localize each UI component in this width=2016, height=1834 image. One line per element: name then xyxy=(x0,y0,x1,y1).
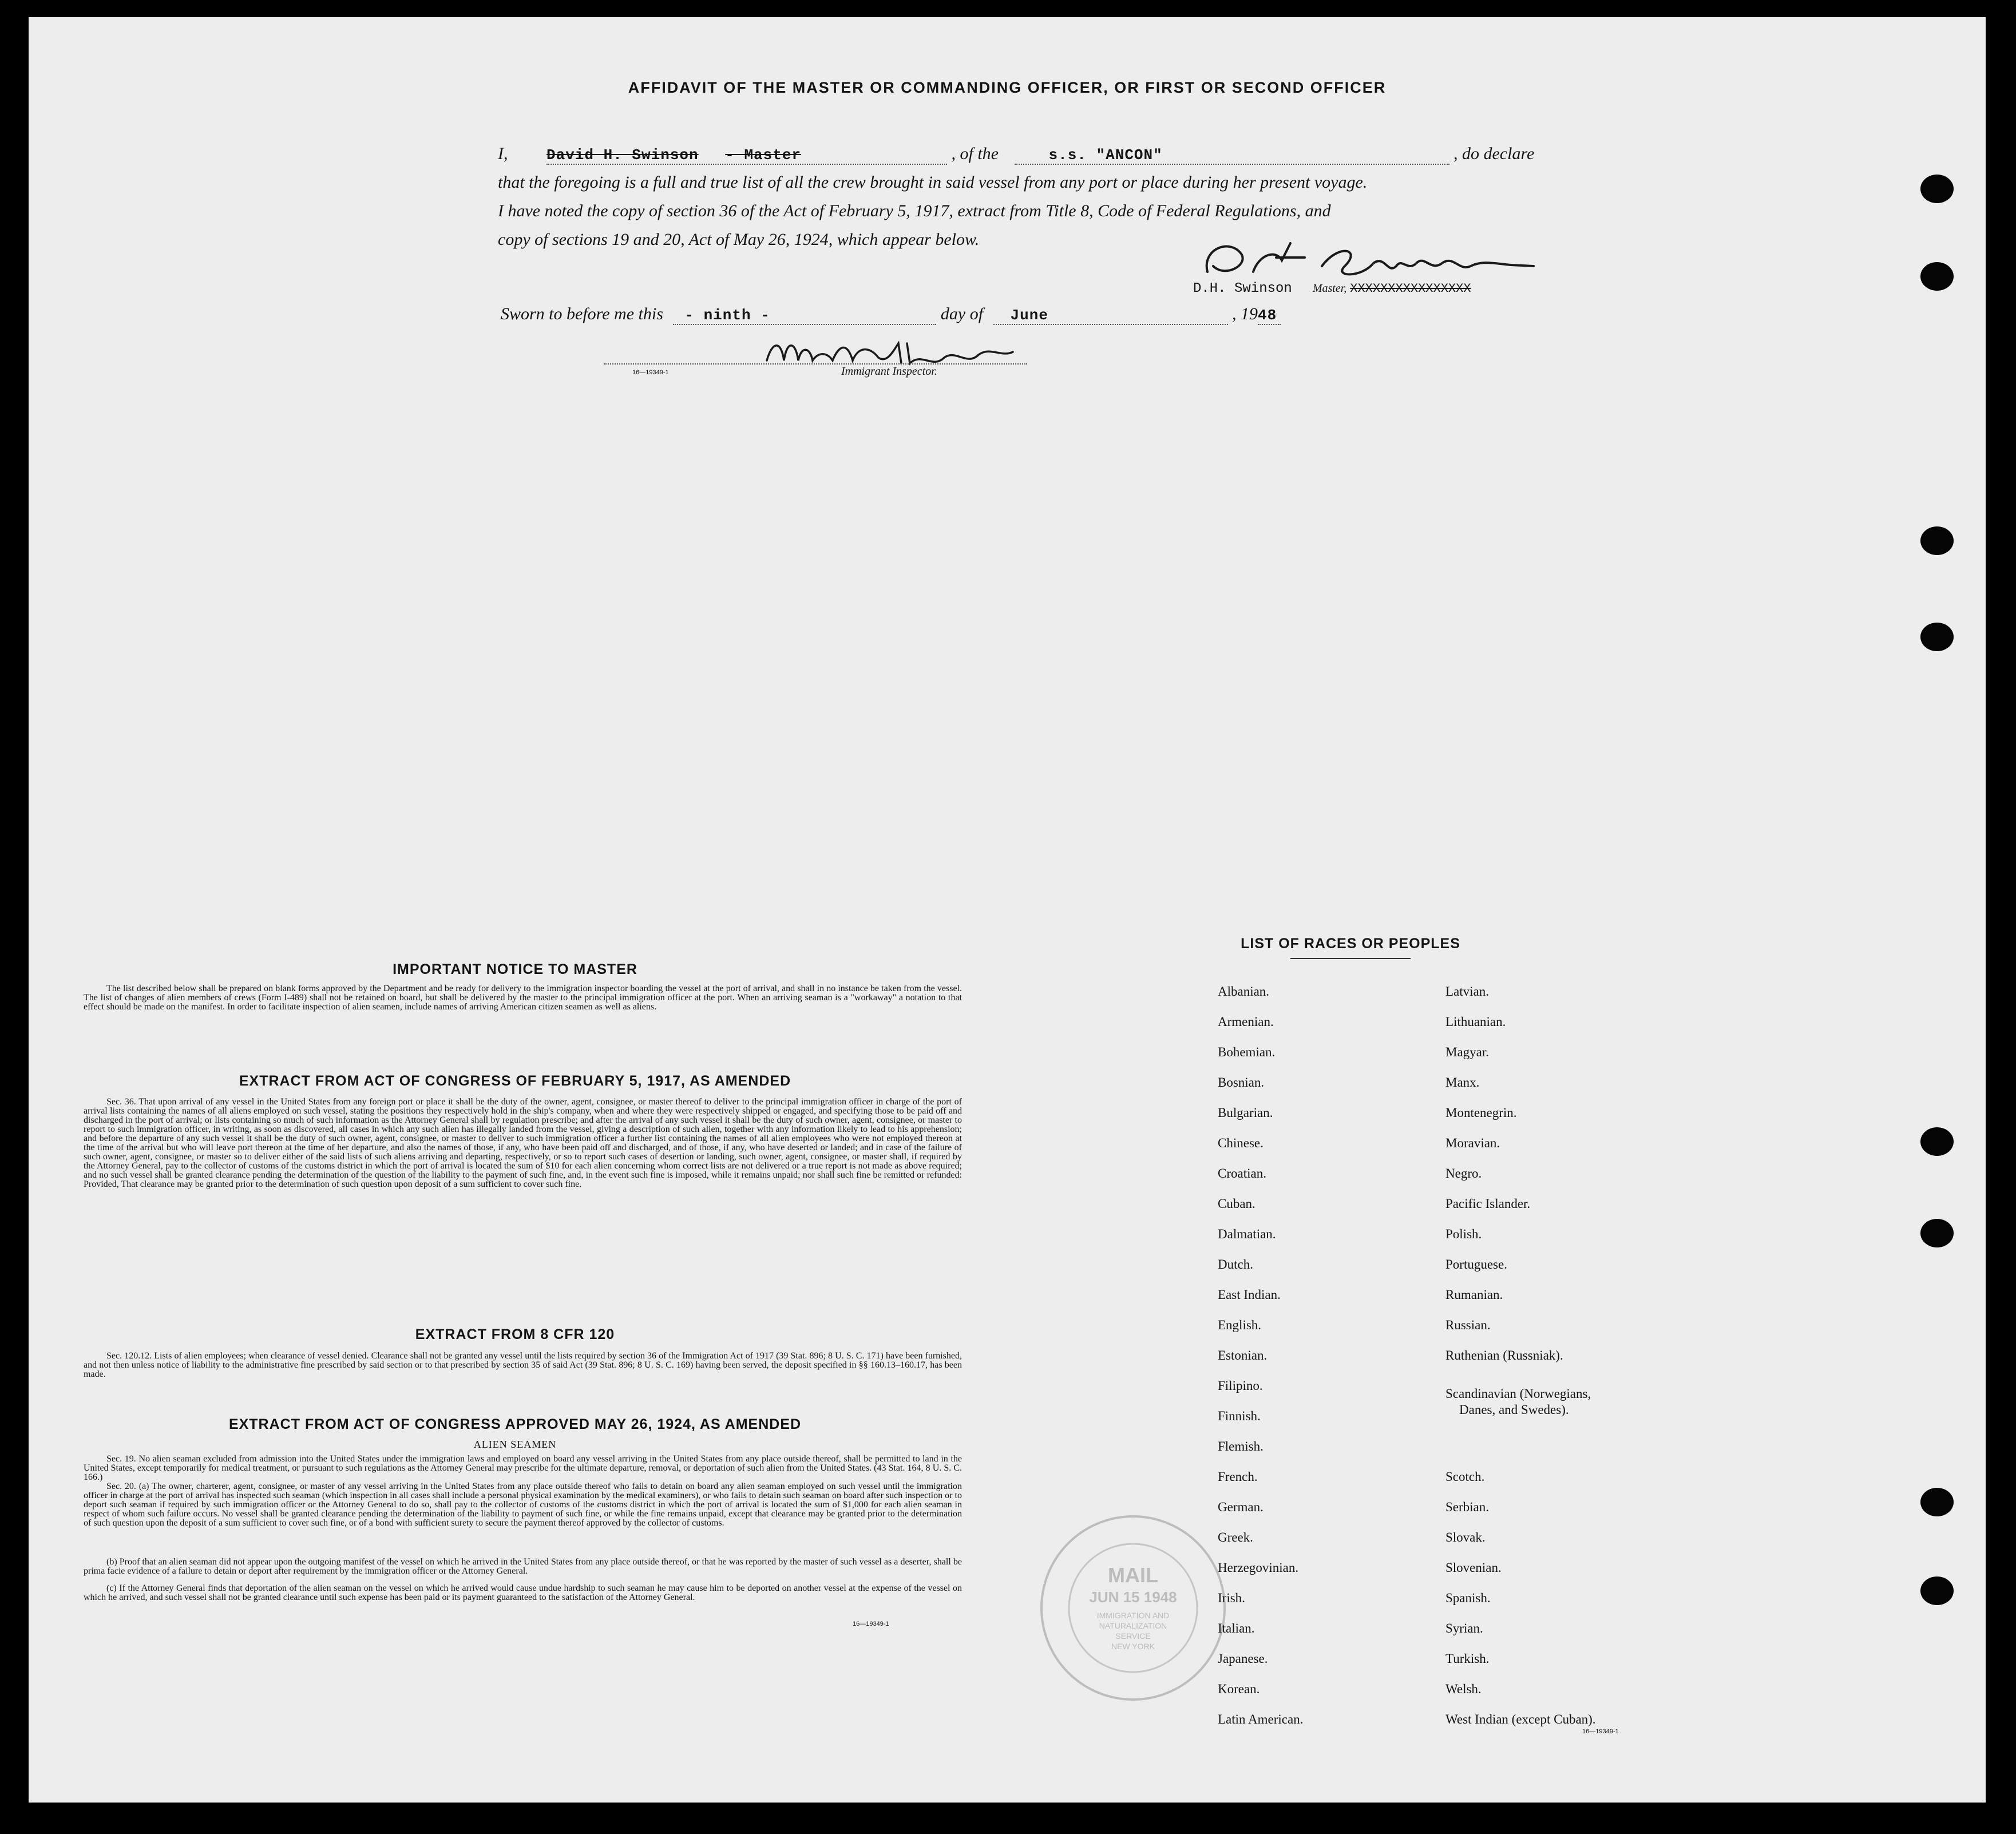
extract-cfr-text: Sec. 120.12. Lists of alien employees; when clearance of vessel denied. Clearance shall not be granted any vessel until the lists required by section 36 of the Immigration Act of 1917 (39 Stat. 896; 8 U. S. C. 171) have been furnished, and not then unless notice of liability to the administrative fine prescribed by said section or to that prescribed by section 35 of said Act (39 Stat. 896; 8 U. S. C. 169) having been served, the deposit specified in §§ 160.13–160.17, has been made. xyxy=(84,1351,962,1379)
race-item: Danes, and Swedes). xyxy=(1459,1403,1569,1417)
declarant-prefix: I, xyxy=(498,144,508,163)
extract-1924-heading: EXTRACT FROM ACT OF CONGRESS APPROVED MAY 26, 1924, AS AMENDED xyxy=(228,1416,802,1432)
race-item: Bohemian. xyxy=(1218,1045,1276,1059)
of-the-label: , of the xyxy=(951,144,999,163)
race-item: Filipino. xyxy=(1218,1379,1263,1393)
race-item: Lithuanian. xyxy=(1445,1015,1506,1029)
race-item: Russian. xyxy=(1445,1318,1491,1332)
race-item: Bulgarian. xyxy=(1218,1106,1273,1120)
notice-heading: IMPORTANT NOTICE TO MASTER xyxy=(393,961,637,977)
punch-hole xyxy=(1920,1127,1954,1156)
extract-form-number: 16—19349-1 xyxy=(853,1621,889,1627)
races-title: LIST OF RACES OR PEOPLES xyxy=(1241,936,1460,952)
race-item: Spanish. xyxy=(1445,1591,1491,1605)
signature-block xyxy=(1193,280,1471,296)
signature-typed: D.H. Swinson xyxy=(1193,281,1292,296)
race-item: Chinese. xyxy=(1218,1136,1264,1150)
sworn-day: - ninth - xyxy=(673,307,936,325)
race-item: Scotch. xyxy=(1445,1469,1485,1484)
race-item: Japanese. xyxy=(1218,1651,1268,1666)
stamp-date: JUN 15 1948 xyxy=(1089,1589,1177,1606)
extract-1924-sec20b: (b) Proof that an alien seaman did not appear upon the outgoing manifest of the vessel on which he arrived in the United States from any place outside thereof, or that he was reported by the master of such vessel as a deserter, shall be prima facie evidence of a failure to detain or deport after requirement by the immigration officer or the Attorney General. xyxy=(84,1557,962,1576)
inspector-signature-line xyxy=(604,363,1027,365)
year-prefix: , 19 xyxy=(1232,304,1258,323)
day-of-label: day of xyxy=(940,304,984,323)
declarant-rank: - Master xyxy=(725,146,802,164)
extract-1917-heading: EXTRACT FROM ACT OF CONGRESS OF FEBRUARY 5, 1917, AS AMENDED xyxy=(239,1073,791,1089)
extract-1917-text: Sec. 36. That upon arrival of any vessel in the United States from any foreign port or place it shall be the duty of the owner, agent, consignee, or master thereof to deliver to the principal immigration officer in charge of the port of arrival lists containing the names of all aliens employed on such vessel, stating the positions they respectively hold in the ship's company, when and where they were respectively shipped or engaged, and specifying those to be paid off and discharged in the port of arrival; or lists containing so much of such information as the Attorney General shall by regulation prescribe; and after the arrival of any such vessel it shall be the duty of such owner, agent, consignee, or master to report to such immigration officer, in writing, as soon as discovered, all cases in which any such alien has illegally landed from the vessel, giving a description of such alien, together with any information likely to lead to his apprehension; and before the departure of any such vessel it shall be the duty of such owner, agent, consignee, or master to deliver to such immigration officer a further list containing the names of all alien employees who were not employed thereon at the time of the arrival but who will leave port thereon at the time of her departure, and also the names of those, if any, who have been paid off and discharged, and of those, if any, who have deserted or landed; and in case of the failure of such owner, agent, consignee, or master so to deliver either of the said lists of such aliens arriving and departing, respectively, or so to report such cases of desertion or landing, such owner, agent, consignee, or master shall, if required by the Attorney General, pay to the collector of customs of the customs district in which the port of arrival is located the sum of $10 for each alien concerning whom correct lists are not delivered or a true report is not made as above required; and no such vessel shall be granted clearance pending the determination of the question of the liability to the payment of such fine, and, in the event such fine is imposed, while it remains unpaid; nor shall such fine be remitted or refunded: Provided, That clearance may be granted prior to the determination of such question upon deposit of a sum sufficient to cover such fine. xyxy=(84,1097,962,1189)
race-item: Flemish. xyxy=(1218,1439,1264,1453)
punch-hole xyxy=(1920,262,1954,291)
race-item: Dalmatian. xyxy=(1218,1227,1276,1241)
race-item: Moravian. xyxy=(1445,1136,1500,1150)
race-item: Albanian. xyxy=(1218,984,1270,999)
races-title-rule xyxy=(1290,958,1411,959)
race-item: Bosnian. xyxy=(1218,1075,1265,1090)
extract-1924-sec20c: (c) If the Attorney General finds that deportation of the alien seaman on the vessel on which he arrived would cause undue hardship to such seaman he may cause him to be deported on another vessel at the expense of the vessel on which he arrived, and such vessel shall not be granted clearance until such expense has been paid or its payment guaranteed to the satisfaction of the Attorney General. xyxy=(84,1583,962,1602)
document-page xyxy=(29,17,1986,1803)
race-item: Cuban. xyxy=(1218,1197,1255,1211)
race-item: Magyar. xyxy=(1445,1045,1490,1059)
sworn-line xyxy=(501,304,1577,325)
race-item: Slovenian. xyxy=(1445,1560,1502,1575)
race-item: Estonian. xyxy=(1218,1348,1268,1362)
extract-1924-sec20a: Sec. 20. (a) The owner, charterer, agent, consignee, or master of any vessel arriving in the United States from any place outside thereof who fails to detain on board any alien seaman employed on such vessel until the immigration officer in charge at the port of arrival has inspected such seaman (which inspection in all cases shall include a personal physical examination by the medical examiners), or who fails to detain such seaman on board after such inspection or to deport such seaman if required by such immigration officer or the Attorney General to do so, shall pay to the collector of customs of the customs district in which the port of arrival is located the sum of $1,000 for each alien seaman in respect of whom such failure occurs. No vessel shall be granted clearance pending the determination of the liability to payment of such fine, or while the fine remains unpaid, except that clearance may be granted prior to the determination of such question upon the deposit of a sum sufficient to cover such fine, or of a bond with sufficient surety to secure the payment thereof approved by the collector of customs. xyxy=(84,1482,962,1528)
race-item: Portuguese. xyxy=(1445,1257,1507,1271)
extract-1924-sec19: Sec. 19. No alien seaman excluded from admission into the United States under the immigration laws and employed on board any vessel arriving in the United States from any place outside thereof, shall be permitted to land in the United States, except temporarily for medical treatment, or pursuant to such regulations as the Attorney General may prescribe for the ultimate departure, removal, or deportation of such alien from the United States. (43 Stat. 164, 8 U. S. C. 166.) xyxy=(84,1454,962,1482)
affidavit-title: AFFIDAVIT OF THE MASTER OR COMMANDING OFFICER, OR FIRST OR SECOND OFFICER xyxy=(628,79,1387,96)
punch-hole xyxy=(1920,175,1954,203)
race-item: Finnish. xyxy=(1218,1409,1261,1423)
mail-received-stamp xyxy=(1036,1511,1230,1705)
stamp-line-4: NATURALIZATION xyxy=(1099,1621,1167,1630)
race-item: Welsh. xyxy=(1445,1682,1482,1696)
race-item: Rumanian. xyxy=(1445,1288,1503,1302)
race-item: English. xyxy=(1218,1318,1262,1332)
race-item: Montenegrin. xyxy=(1445,1106,1517,1120)
signature-title: Master, xyxy=(1312,282,1347,295)
race-item: Scandinavian (Norwegians, xyxy=(1445,1387,1591,1401)
race-item: Manx. xyxy=(1445,1075,1480,1090)
stamp-line-5: SERVICE xyxy=(1115,1631,1151,1641)
race-item: Latin American. xyxy=(1218,1712,1304,1726)
race-item: Turkish. xyxy=(1445,1651,1490,1666)
affidavit-body-3: copy of sections 19 and 20, Act of May 26, 1924, which appear below. xyxy=(498,230,980,249)
affidavit-body-1: that the foregoing is a full and true list of all the crew brought in said vessel from any port or place during her present voyage. xyxy=(498,173,1368,192)
punch-hole xyxy=(1920,1576,1954,1605)
race-item: Irish. xyxy=(1218,1591,1245,1605)
race-item: Syrian. xyxy=(1445,1621,1483,1635)
race-item: West Indian (except Cuban). xyxy=(1445,1712,1596,1726)
race-item: Ruthenian (Russniak). xyxy=(1445,1348,1563,1362)
alien-seamen-subheading: ALIEN SEAMEN xyxy=(473,1439,557,1450)
race-item: East Indian. xyxy=(1218,1288,1281,1302)
declarant-name: David H. Swinson xyxy=(546,146,699,164)
do-declare-label: , do declare xyxy=(1453,144,1535,163)
stamp-mail-text: MAIL xyxy=(1108,1563,1158,1587)
race-item: Slovak. xyxy=(1445,1530,1486,1544)
extract-cfr-heading: EXTRACT FROM 8 CFR 120 xyxy=(415,1326,615,1342)
stamp-line-6: NEW YORK xyxy=(1111,1642,1155,1651)
punch-hole xyxy=(1920,623,1954,651)
races-form-number: 16—19349-1 xyxy=(1582,1728,1619,1735)
race-item: Polish. xyxy=(1445,1227,1482,1241)
race-item: Negro. xyxy=(1445,1166,1482,1181)
sworn-month: June xyxy=(993,307,1228,325)
race-item: German. xyxy=(1218,1500,1264,1514)
affidavit-form-number: 16—19349-1 xyxy=(632,369,669,376)
race-item: French. xyxy=(1218,1469,1258,1484)
vessel-name: s.s. "ANCON" xyxy=(1015,146,1449,165)
race-item: Dutch. xyxy=(1218,1257,1253,1271)
signature-struck: XXXXXXXXXXXXXXXX xyxy=(1350,282,1471,296)
affidavit-body-2: I have noted the copy of section 36 of the Act of February 5, 1917, extract from Title 8, Code of Federal Regulations, and xyxy=(498,201,1331,220)
year-suffix: 48 xyxy=(1258,307,1281,325)
race-item: Italian. xyxy=(1218,1621,1255,1635)
punch-hole xyxy=(1920,1219,1954,1247)
race-item: Korean. xyxy=(1218,1682,1260,1696)
inspector-title: Immigrant Inspector. xyxy=(841,365,937,378)
punch-hole xyxy=(1920,526,1954,555)
race-item: Armenian. xyxy=(1218,1015,1274,1029)
punch-hole xyxy=(1920,1488,1954,1516)
race-item: Latvian. xyxy=(1445,984,1489,999)
stamp-line-3: IMMIGRATION AND xyxy=(1096,1611,1170,1620)
notice-text: The list described below shall be prepared on blank forms approved by the Department and be ready for delivery to the immigration inspector boarding the vessel at the port of arrival, and shall in no instance be taken from the vessel. The list of changes of alien members of crews (Form I-489) shall not be retained on board, but shall be delivered by the master to the principal immigration officer at the port. When an arriving seaman is a "workaway" a notation to that effect should be made on the manifest. In order to facilitate inspection of alien seamen, include names of arriving American citizen seamen as well as aliens. xyxy=(84,984,962,1012)
race-item: Greek. xyxy=(1218,1530,1253,1544)
sworn-label: Sworn to before me this xyxy=(501,304,663,323)
race-item: Croatian. xyxy=(1218,1166,1266,1181)
declarant-field xyxy=(546,146,947,165)
race-item: Herzegovinian. xyxy=(1218,1560,1299,1575)
race-item: Serbian. xyxy=(1445,1500,1490,1514)
race-item: Pacific Islander. xyxy=(1445,1197,1531,1211)
declarant-line xyxy=(498,144,1574,165)
